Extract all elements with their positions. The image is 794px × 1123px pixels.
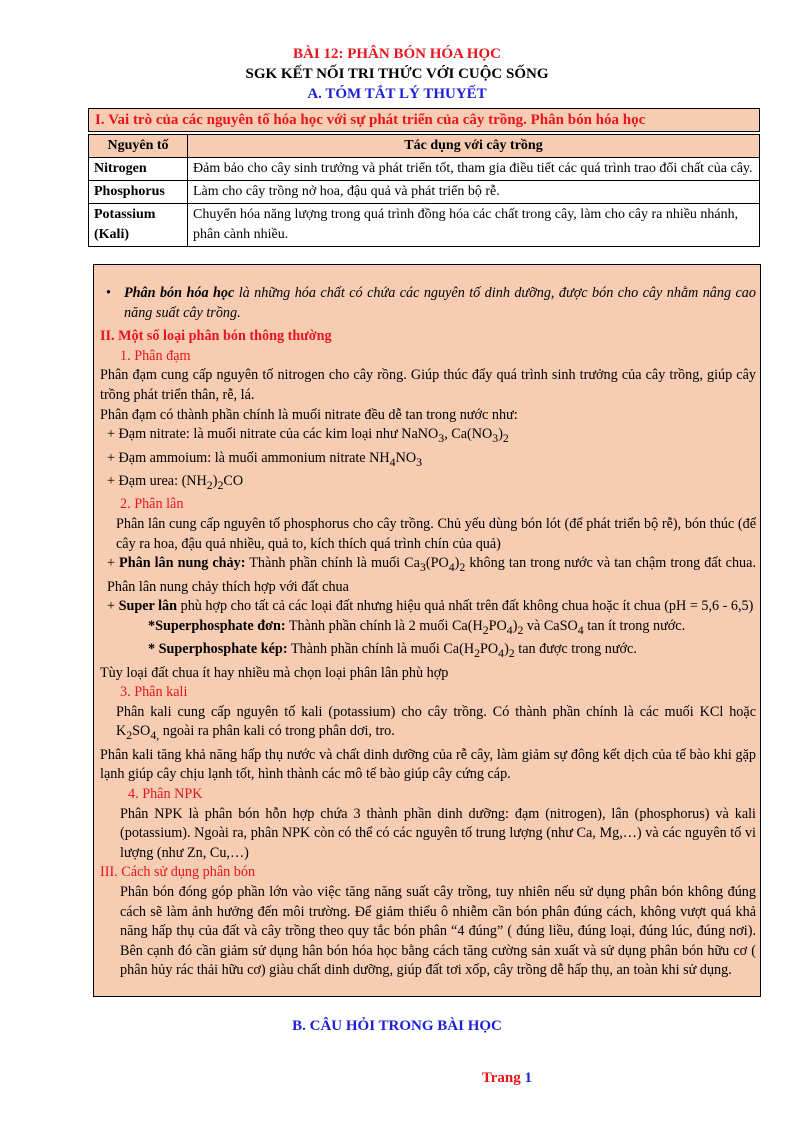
subsection-title: 3. Phân kali — [120, 684, 188, 701]
list-item: * Superphosphate kép: Thành phần chính là muối $Ca(H_2PO_4)_2$ tan được trong nước. — [148, 641, 637, 661]
paragraph: Phân lân cung cấp nguyên tố phosphorus cho cây trồng. Chủ yếu dùng bón lót (để phát triển bộ rễ), bón thúc (để cây ra hoa, đậu quả nhiều, quả to, kích thích quá trình chín của quả) — [116, 516, 756, 552]
page-subtitle: SGK KẾT NỐI TRI THỨC VỚI CUỘC SỐNG — [245, 66, 549, 82]
list-item: *Superphosphate đơn: Thành phần chính là 2 muối $Ca(H_2PO_4)_2$ và CaSO$_4$ tan ít trong nước. — [148, 617, 686, 637]
paragraph: Phân đạm cung cấp nguyên tố nitrogen cho cây rồng. Giúp thúc đẩy quá trình sinh trưởng của cây trồng, giúp cây trồng phát triển thân, rễ, lá. — [100, 367, 756, 403]
section-3-heading: III. Cách sử dụng phân bón — [100, 864, 256, 881]
list-item: + Đạm ammoium: là muối ammonium nitrate $NH_4NO_3$ — [107, 449, 422, 469]
table-header-row — [89, 135, 760, 158]
section-b-heading: B. CÂU HỎI TRONG BÀI HỌC — [292, 1018, 502, 1034]
paragraph: Phân bón đóng góp phần lớn vào việc tăng năng suất cây trồng, tuy nhiên nếu sử dụng phân bón không đúng cách sẽ làm ảnh hưởng đến môi trường. Để giảm thiểu ô nhiễm cần bón phân đúng cách, không vượt quá khả năng hấp thụ của đất và cây trồng theo quy tắc bón phân “4 đúng” ( đúng liều, đúng loại, đúng lúc, đúng nơi). Bên cạnh đó cần giảm sử dụng hân bón hóa học bằng cách tăng cường sản xuất và sử dụng phân bón hữu cơ ( phân hủy rác thải hữu cơ) giàu chất dinh dưỡng, giúp đất tơi xốp, cây trồng dễ hấp thụ, an toàn khi sử dụng. — [120, 884, 756, 979]
table-cell-element: Phosphorus — [89, 181, 188, 204]
list-item: + Đạm urea: $(NH_2)_2CO$ — [107, 473, 244, 492]
table-cell-element: Nitrogen — [89, 158, 188, 181]
table-cell-effect: Làm cho cây trồng nở hoa, đậu quả và phát triển bộ rễ. — [188, 181, 760, 204]
list-item: + Phân lân nung chảy: Thành phần chính là muối $Ca_3(PO_4)_2$ không tan trong nước và tan chậm trong đất chua. Phân lân nung chảy thích hợp với đất chua — [107, 555, 756, 595]
list-item: + Super lân phù hợp cho tất cả các loại đất nhưng hiệu quả nhất trên đất không chua hoặc ít chua (pH = 5,6 - 6,5) — [107, 598, 754, 615]
nutrient-table — [88, 134, 760, 247]
subsection-title: 4. Phân NPK — [128, 786, 203, 803]
table-header-effect: Tác dụng với cây trồng — [188, 135, 760, 158]
paragraph: Phân đạm có thành phần chính là muối nitrate đều dễ tan trong nước như: — [100, 406, 518, 423]
page-title: BÀI 12: PHÂN BÓN HÓA HỌC — [293, 46, 501, 62]
paragraph: Tùy loại đất chua ít hay nhiều mà chọn loại phân lân phù hợp — [100, 664, 449, 681]
bullet-icon: • — [106, 285, 111, 301]
paragraph: Phân kali tăng khả năng hấp thụ nước và chất dinh dưỡng của rễ cây, làm giảm sự đông kết dịch của tế bào khi gặp lạnh giúp cây chịu lạnh tốt, hình thành các mô tế bào giúp cây cứng cáp. — [100, 746, 756, 783]
subsection-title: 2. Phân lân — [120, 496, 184, 513]
paragraph: Phân kali cung cấp nguyên tố kali (potassium) cho cây trồng. Có thành phần chính là các muối KCl hoặc $K_2SO_{4,}$ ngoài ra phân kali có trong phân dơi, tro. — [116, 703, 756, 743]
definition-term: Phân bón hóa học — [124, 285, 235, 301]
page-footer — [0, 1070, 794, 1087]
section-a-heading: A. TÓM TẮT LÝ THUYẾT — [307, 86, 487, 102]
definition-bullet — [100, 284, 756, 323]
page-number: 1 — [524, 1070, 532, 1086]
table-cell-effect: Chuyển hóa năng lượng trong quá trình đồng hóa các chất trong cây, làm cho cây ra nhiều nhánh, phân cành nhiều. — [188, 204, 760, 247]
table-cell-effect: Đảm bảo cho cây sinh trưởng và phát triển tốt, tham gia điều tiết các quá trình trao đổi chất của cây. — [188, 158, 760, 181]
page-label: Trang — [481, 1070, 525, 1086]
definition-text: là những hóa chất có chứa các nguyên tố dinh dưỡng, được bón cho cây nhằm nâng cao năng suất cây trồng. — [124, 285, 756, 321]
table-header-element: Nguyên tố — [89, 135, 188, 158]
subsection-title: 1. Phân đạm — [120, 347, 191, 364]
table-row — [89, 158, 760, 181]
table-row — [89, 181, 760, 204]
paragraph: Phân NPK là phân bón hỗn hợp chứa 3 thành phần dinh dưỡng: đạm (nitrogen), lân (phosphorus) và kali (potassium). Ngoài ra, phân NPK còn có thể có các nguyên tố trung lượng (như Ca, Mg,…) và các nguyên tố vi lượng (như Zn, Cu,…) — [120, 805, 756, 861]
content-text — [100, 284, 756, 981]
section-1-heading: I. Vai trò của các nguyên tố hóa học với sự phát triển của cây trồng. Phân bón hóa học — [88, 108, 760, 132]
table-cell-element: Potassium (Kali) — [89, 204, 188, 247]
section-2-heading: II. Một số loại phân bón thông thường — [100, 328, 332, 345]
table-row — [89, 204, 760, 247]
list-item: + Đạm nitrate: là muối nitrate của các kim loại như NaNO$_3$, $Ca(NO_3)_2$ — [107, 426, 509, 445]
